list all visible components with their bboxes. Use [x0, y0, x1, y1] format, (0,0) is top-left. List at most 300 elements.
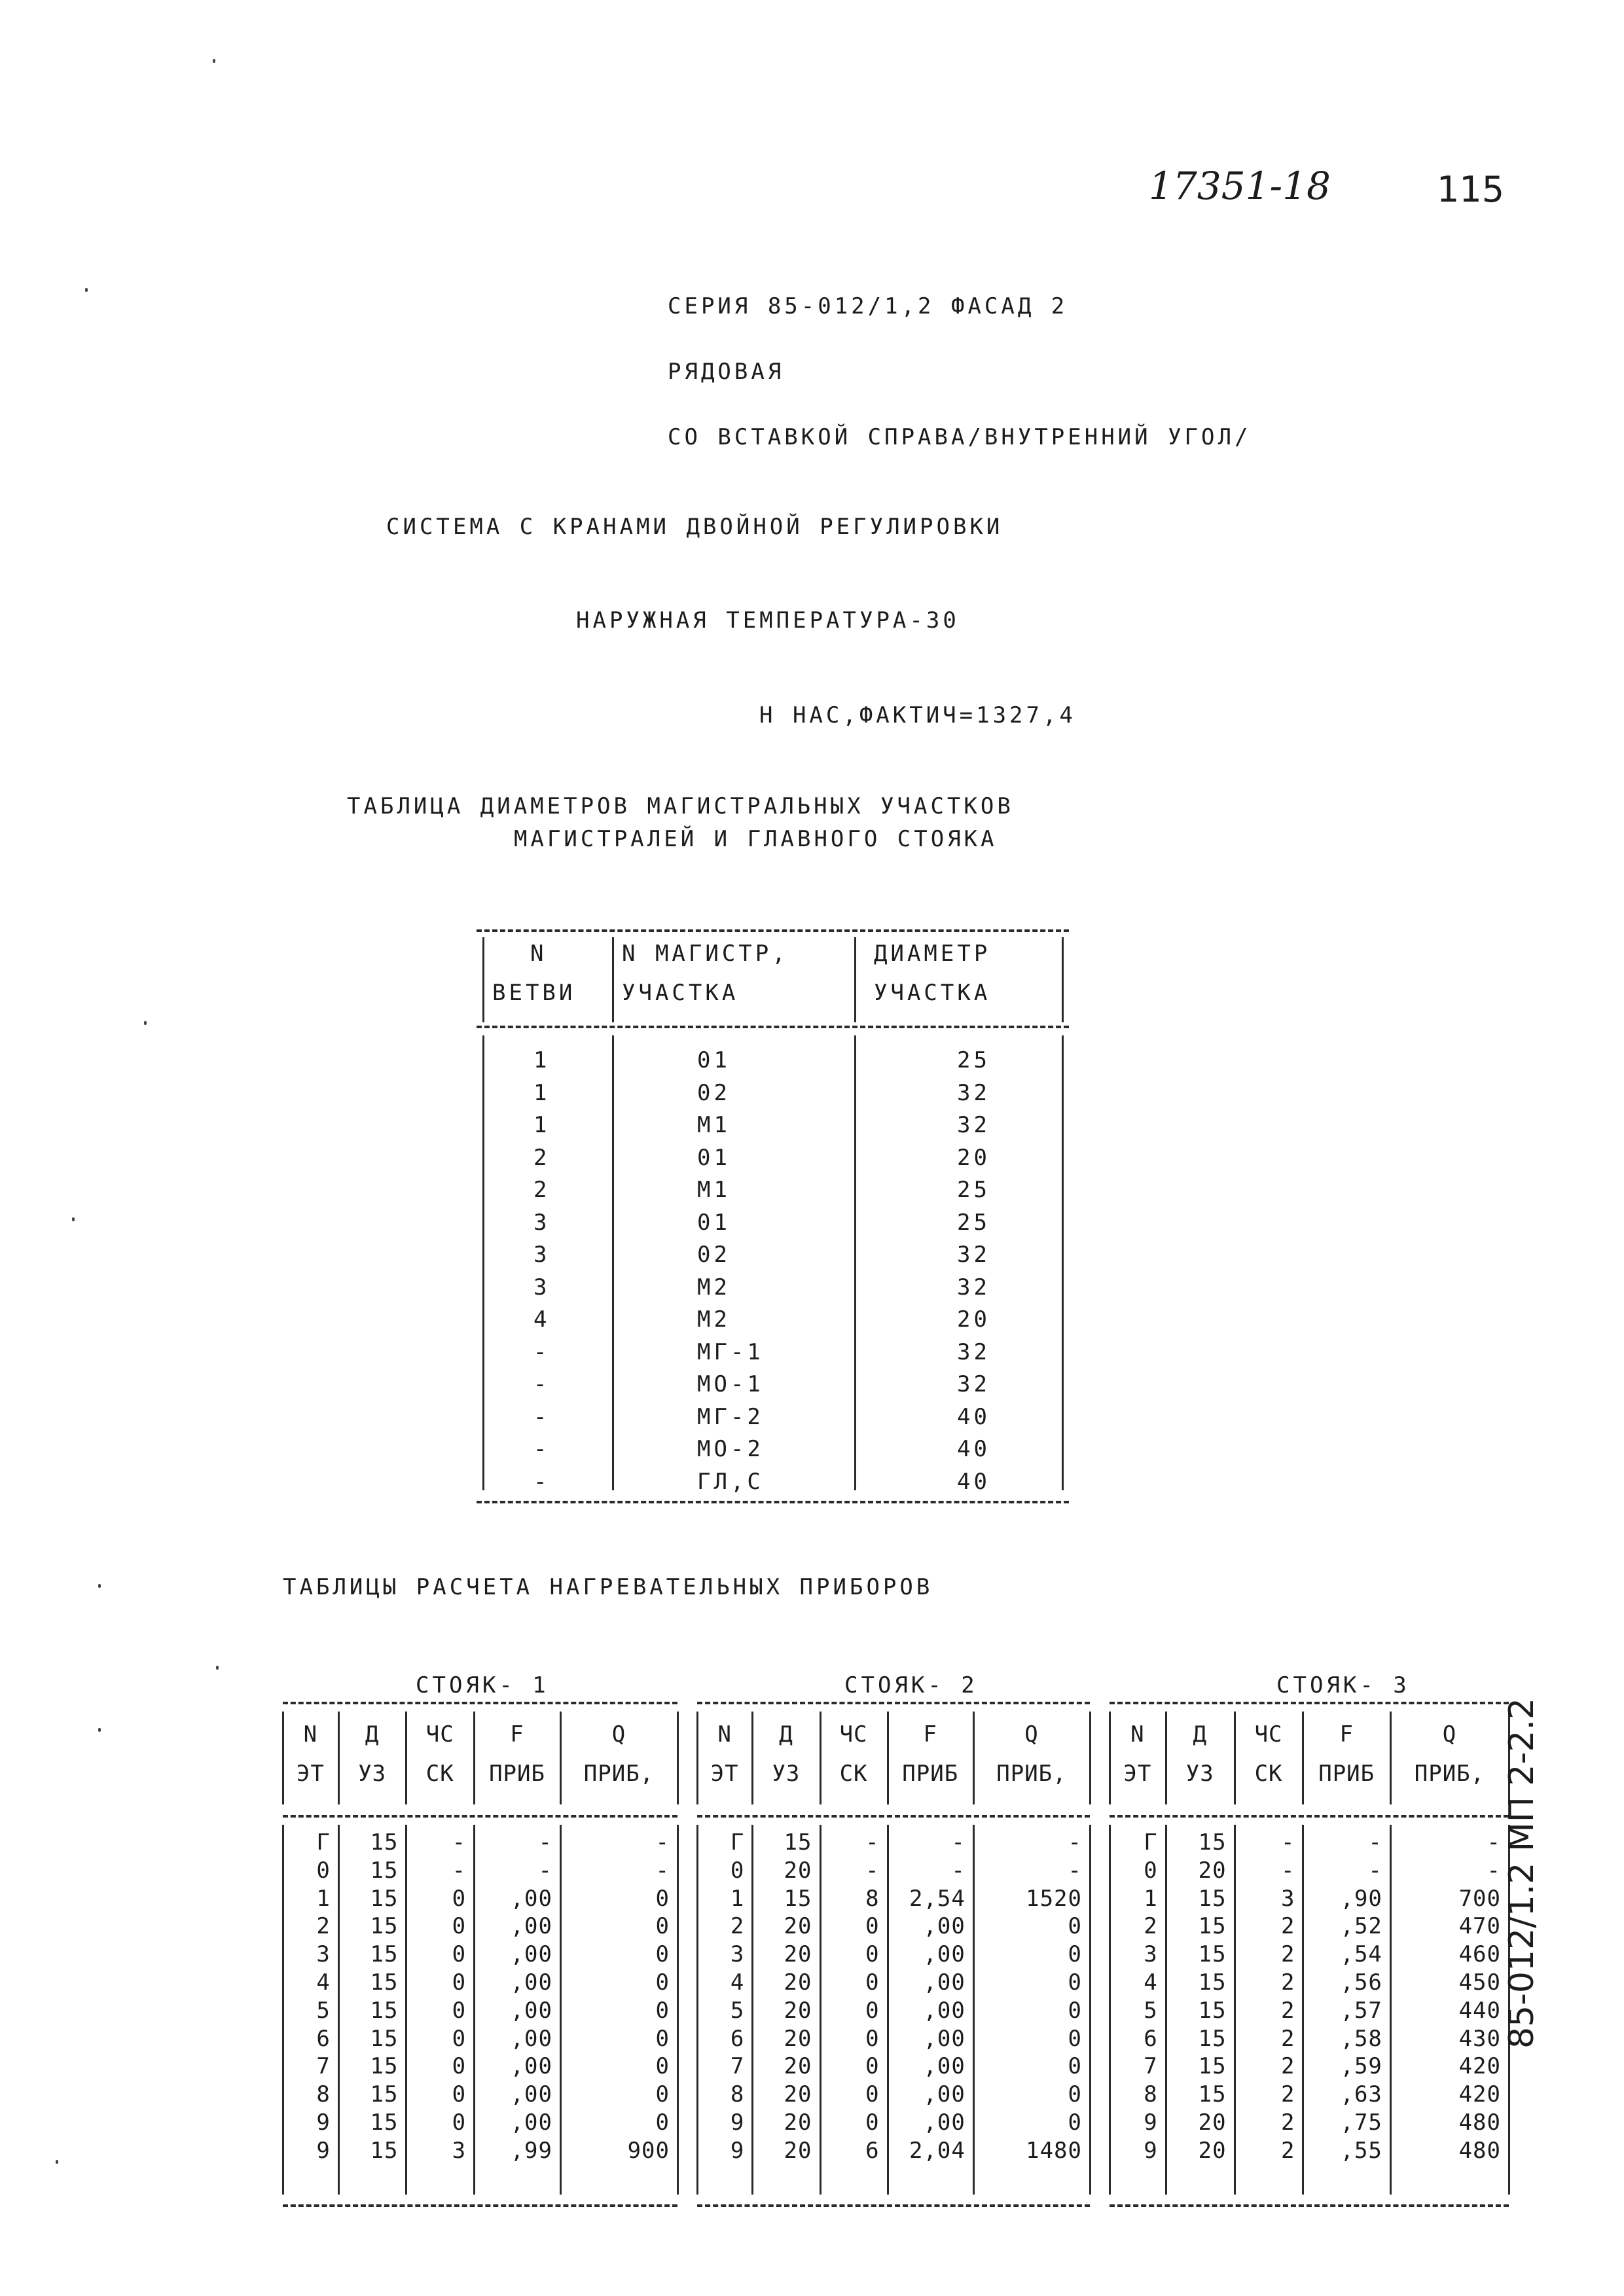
diameter-table-subtitle: МАГИСТРАЛЕЙ И ГЛАВНОГО СТОЯКА — [514, 826, 998, 852]
diameter-cell: 20 — [957, 1144, 990, 1171]
device-cell: 0 — [655, 2053, 670, 2080]
device-cell: ,00 — [923, 1997, 965, 2024]
device-cell: 0 — [1068, 1941, 1082, 1968]
table-rule — [697, 1815, 1090, 1818]
device-cell: ,90 — [1340, 1885, 1382, 1912]
device-cell: 7 — [316, 2053, 331, 2080]
column-divider — [887, 1712, 889, 1804]
table-rule — [283, 1702, 677, 1704]
diameter-cell: 40 — [957, 1468, 990, 1495]
column-divider — [560, 1712, 562, 1804]
column-divider — [282, 1825, 284, 2195]
diameter-cell: 40 — [957, 1436, 990, 1462]
device-cell: 0 — [1068, 1969, 1082, 1996]
column-divider — [751, 1712, 753, 1804]
device-cell: 15 — [1198, 1885, 1227, 1912]
document-number: 17351-18 — [1149, 164, 1331, 208]
device-cell: 20 — [784, 2025, 812, 2052]
riser-1-title: СТОЯК- 1 — [416, 1672, 549, 1698]
device-cell: ,00 — [510, 1997, 552, 2024]
device-cell: ,00 — [510, 1941, 552, 1968]
device-cell: 420 — [1458, 2053, 1501, 2080]
branch-cell: 4 — [533, 1306, 550, 1333]
device-cell: 3 — [1280, 1885, 1295, 1912]
device-header-cell: ЧС — [1254, 1721, 1283, 1748]
column-divider — [1390, 1825, 1392, 2195]
column-divider — [1109, 1712, 1111, 1804]
column-divider — [751, 1825, 753, 2195]
temperature-line: НАРУЖНАЯ ТЕМПЕРАТУРА-30 — [576, 607, 960, 634]
header-segment-1: N МАГИСТР, — [622, 941, 789, 967]
column-divider — [282, 1712, 284, 1804]
device-cell: 0 — [452, 1885, 467, 1912]
device-cell: 20 — [784, 1941, 812, 1968]
branch-cell: - — [533, 1403, 550, 1430]
branch-cell: - — [533, 1338, 550, 1365]
device-cell: 15 — [1198, 1941, 1227, 1968]
column-divider — [560, 1825, 562, 2195]
diameter-cell: 32 — [957, 1242, 990, 1268]
device-cell: Г — [1144, 1829, 1158, 1856]
device-cell: - — [538, 1857, 552, 1884]
scan-speck — [56, 2160, 58, 2164]
device-cell: 0 — [865, 1941, 880, 1968]
device-header-cell: ЧС — [425, 1721, 454, 1748]
segment-cell: МГ-2 — [697, 1403, 764, 1430]
device-header-cell: СК — [425, 1761, 454, 1787]
device-header-cell: ПРИБ, — [996, 1761, 1067, 1787]
device-cell: 2 — [1144, 1913, 1158, 1940]
device-cell: 0 — [865, 2109, 880, 2136]
device-cell: 2 — [1280, 2109, 1295, 2136]
column-divider — [338, 1712, 340, 1804]
table-rule — [697, 2204, 1090, 2207]
device-cell: ,55 — [1340, 2137, 1382, 2164]
segment-cell: МО-1 — [697, 1371, 764, 1397]
device-header-cell: Д — [779, 1721, 793, 1748]
segment-cell: ГЛ,С — [697, 1468, 764, 1495]
device-cell: 0 — [655, 1997, 670, 2024]
device-cell: 0 — [1068, 2109, 1082, 2136]
device-cell: 15 — [784, 1829, 812, 1856]
device-cell: 0 — [730, 1857, 745, 1884]
column-divider — [1062, 937, 1064, 1022]
segment-cell: 01 — [697, 1047, 731, 1073]
device-cell: 2 — [1280, 1997, 1295, 2024]
device-cell: 0 — [316, 1857, 331, 1884]
device-cell: - — [865, 1857, 880, 1884]
device-cell: 15 — [1198, 2053, 1227, 2080]
column-divider — [677, 1825, 679, 2195]
device-cell: 0 — [865, 2053, 880, 2080]
device-cell: 0 — [1068, 1913, 1082, 1940]
device-cell: 4 — [316, 1969, 331, 1996]
device-cell: 9 — [730, 2137, 745, 2164]
device-cell: ,99 — [510, 2137, 552, 2164]
device-cell: 0 — [452, 1997, 467, 2024]
branch-cell: 1 — [533, 1112, 550, 1138]
column-divider — [1165, 1712, 1167, 1804]
device-cell: 4 — [1144, 1969, 1158, 1996]
device-cell: 15 — [1198, 1969, 1227, 1996]
device-cell: 15 — [370, 1941, 399, 1968]
branch-cell: 3 — [533, 1274, 550, 1300]
header-diameter-2: УЧАСТКА — [874, 980, 991, 1006]
header-branch-1: N — [530, 941, 547, 967]
device-cell: 3 — [730, 1941, 745, 1968]
device-cell: ,57 — [1340, 1997, 1382, 2024]
diameter-table-title: ТАБЛИЦА ДИАМЕТРОВ МАГИСТРАЛЬНЫХ УЧАСТКОВ — [347, 793, 1014, 819]
device-header-cell: Q — [1442, 1721, 1457, 1748]
device-cell: 480 — [1458, 2137, 1501, 2164]
device-cell: - — [951, 1829, 965, 1856]
device-cell: 15 — [370, 1829, 399, 1856]
device-cell: 20 — [784, 2053, 812, 2080]
column-divider — [473, 1712, 475, 1804]
device-cell: 0 — [655, 2109, 670, 2136]
diameter-cell: 32 — [957, 1079, 990, 1106]
device-cell: ,00 — [923, 1969, 965, 1996]
column-divider — [482, 937, 484, 1022]
device-cell: ,75 — [1340, 2109, 1382, 2136]
segment-cell: 01 — [697, 1144, 731, 1171]
device-cell: 9 — [1144, 2109, 1158, 2136]
device-header-cell: ЭТ — [1123, 1761, 1152, 1787]
insert-line: СО ВСТАВКОЙ СПРАВА/ВНУТРЕННИЙ УГОЛ/ — [668, 424, 1252, 450]
device-cell: 15 — [370, 1885, 399, 1912]
device-cell: 3 — [1144, 1941, 1158, 1968]
device-cell: ,56 — [1340, 1969, 1382, 1996]
column-divider — [1302, 1712, 1304, 1804]
column-divider — [1234, 1825, 1236, 2195]
device-cell: 20 — [784, 1913, 812, 1940]
column-divider — [1089, 1825, 1091, 2195]
device-cell: 8 — [316, 2081, 331, 2108]
table-rule — [1110, 1815, 1509, 1818]
device-cell: ,00 — [510, 1885, 552, 1912]
device-cell: 3 — [316, 1941, 331, 1968]
diameter-cell: 20 — [957, 1306, 990, 1333]
device-cell: 8 — [1144, 2081, 1158, 2108]
device-cell: 0 — [655, 1913, 670, 1940]
device-cell: 0 — [452, 2081, 467, 2108]
device-cell: 15 — [1198, 2025, 1227, 2052]
device-cell: 460 — [1458, 1941, 1501, 1968]
diameter-cell: 32 — [957, 1274, 990, 1300]
device-header-cell: N — [717, 1721, 732, 1748]
device-cell: ,00 — [923, 2109, 965, 2136]
device-cell: 5 — [1144, 1997, 1158, 2024]
device-cell: - — [1487, 1829, 1501, 1856]
device-cell: 15 — [1198, 2081, 1227, 2108]
column-divider — [473, 1825, 475, 2195]
device-cell: 0 — [452, 2109, 467, 2136]
diameter-cell: 25 — [957, 1177, 990, 1203]
riser-2-title: СТОЯК- 2 — [844, 1672, 978, 1698]
table-rule — [477, 929, 1069, 932]
branch-cell: 3 — [533, 1242, 550, 1268]
device-cell: 0 — [655, 1941, 670, 1968]
segment-cell: 01 — [697, 1209, 731, 1236]
device-header-cell: ПРИБ, — [583, 1761, 655, 1787]
column-divider — [854, 937, 856, 1022]
device-cell: 15 — [370, 2053, 399, 2080]
device-cell: 700 — [1458, 1885, 1501, 1912]
device-cell: 0 — [865, 1997, 880, 2024]
branch-cell: 1 — [533, 1047, 550, 1073]
device-cell: - — [951, 1857, 965, 1884]
column-divider — [1302, 1825, 1304, 2195]
device-cell: 15 — [370, 2109, 399, 2136]
device-header-cell: УЗ — [772, 1761, 801, 1787]
diameter-cell: 32 — [957, 1371, 990, 1397]
device-cell: 20 — [784, 1997, 812, 2024]
device-cell: - — [655, 1829, 670, 1856]
device-cell: 4 — [730, 1969, 745, 1996]
device-cell: 8 — [730, 2081, 745, 2108]
column-divider — [973, 1712, 975, 1804]
device-cell: 15 — [370, 2081, 399, 2108]
device-cell: 20 — [784, 2137, 812, 2164]
device-cell: 0 — [1068, 2053, 1082, 2080]
device-cell: 20 — [1198, 2137, 1227, 2164]
device-cell: 0 — [1068, 2081, 1082, 2108]
device-cell: 15 — [1198, 1997, 1227, 2024]
device-header-cell: Д — [365, 1721, 380, 1748]
table-rule — [477, 1026, 1069, 1028]
branch-cell: 2 — [533, 1144, 550, 1171]
column-divider — [612, 937, 614, 1022]
device-cell: 20 — [784, 1969, 812, 1996]
riser-3-title: СТОЯК- 3 — [1276, 1672, 1410, 1698]
device-cell: 20 — [784, 2109, 812, 2136]
device-cell: 9 — [316, 2137, 331, 2164]
device-header-cell: ПРИБ — [902, 1761, 959, 1787]
device-cell: Г — [316, 1829, 331, 1856]
device-cell: ,00 — [510, 2025, 552, 2052]
device-cell: 0 — [452, 1969, 467, 1996]
device-header-cell: F — [510, 1721, 524, 1748]
device-header-cell: Q — [611, 1721, 626, 1748]
column-divider — [1109, 1825, 1111, 2195]
column-divider — [854, 1035, 856, 1490]
device-cell: 6 — [316, 2025, 331, 2052]
branch-cell: - — [533, 1436, 550, 1462]
column-divider — [696, 1825, 698, 2195]
scan-speck — [213, 59, 215, 63]
device-cell: 2,04 — [909, 2137, 965, 2164]
device-cell: 15 — [1198, 1913, 1227, 1940]
scan-speck — [98, 1728, 101, 1732]
column-divider — [1062, 1035, 1064, 1490]
device-cell: 1520 — [1026, 1885, 1082, 1912]
header-segment-2: УЧАСТКА — [622, 980, 739, 1006]
device-cell: 6 — [730, 2025, 745, 2052]
device-cell: ,00 — [923, 2053, 965, 2080]
column-divider — [696, 1712, 698, 1804]
device-cell: ,52 — [1340, 1913, 1382, 1940]
device-cell: 15 — [1198, 1829, 1227, 1856]
device-cell: 450 — [1458, 1969, 1501, 1996]
device-cell: 7 — [1144, 2053, 1158, 2080]
column-divider — [405, 1712, 407, 1804]
device-cell: 0 — [865, 2081, 880, 2108]
header-diameter-1: ДИАМЕТР — [874, 941, 991, 967]
device-cell: ,54 — [1340, 1941, 1382, 1968]
branch-cell: 3 — [533, 1209, 550, 1236]
column-divider — [405, 1825, 407, 2195]
device-cell: - — [1368, 1829, 1382, 1856]
device-header-cell: ПРИБ — [1318, 1761, 1375, 1787]
device-cell: - — [1487, 1857, 1501, 1884]
device-cell: 20 — [784, 2081, 812, 2108]
device-cell: 7 — [730, 2053, 745, 2080]
column-divider — [1165, 1825, 1167, 2195]
device-cell: ,00 — [510, 1969, 552, 1996]
device-cell: 2 — [1280, 1941, 1295, 1968]
diameter-cell: 32 — [957, 1338, 990, 1365]
scan-speck — [98, 1584, 101, 1588]
table-rule — [1110, 1702, 1509, 1704]
device-cell: - — [1280, 1829, 1295, 1856]
device-cell: 5 — [730, 1997, 745, 2024]
device-cell: 0 — [1068, 2025, 1082, 2052]
device-cell: - — [655, 1857, 670, 1884]
column-divider — [1234, 1712, 1236, 1804]
device-cell: ,00 — [923, 2081, 965, 2108]
device-cell: 3 — [452, 2137, 467, 2164]
side-stamp: 85-012/1.2 МП 2-2.2 — [1502, 1698, 1542, 2049]
device-cell: 6 — [1144, 2025, 1158, 2052]
diameter-cell: 25 — [957, 1047, 990, 1073]
device-cell: 2 — [1280, 2053, 1295, 2080]
table-rule — [697, 1702, 1090, 1704]
column-divider — [677, 1712, 679, 1804]
branch-cell: - — [533, 1468, 550, 1495]
device-cell: 0 — [865, 1969, 880, 1996]
device-header-cell: N — [1130, 1721, 1145, 1748]
device-cell: 2 — [1280, 2081, 1295, 2108]
device-cell: ,00 — [510, 2053, 552, 2080]
table-rule — [1110, 2204, 1509, 2207]
type-line: РЯДОВАЯ — [668, 359, 785, 385]
device-cell: Г — [730, 1829, 745, 1856]
device-cell: 2 — [1280, 2137, 1295, 2164]
branch-cell: 2 — [533, 1177, 550, 1203]
diameter-cell: 25 — [957, 1209, 990, 1236]
device-cell: 15 — [370, 1969, 399, 1996]
pressure-line: Н НАС,ФАКТИЧ=1327,4 — [759, 702, 1076, 728]
device-cell: 20 — [1198, 2109, 1227, 2136]
device-cell: 2 — [1280, 2025, 1295, 2052]
device-header-cell: ЭТ — [710, 1761, 739, 1787]
segment-cell: М2 — [697, 1306, 731, 1333]
device-cell: 0 — [1144, 1857, 1158, 1884]
device-cell: ,00 — [923, 1941, 965, 1968]
device-header-cell: УЗ — [1185, 1761, 1214, 1787]
device-cell: 15 — [370, 1913, 399, 1940]
device-cell: ,58 — [1340, 2025, 1382, 2052]
device-header-cell: УЗ — [358, 1761, 387, 1787]
device-cell: 9 — [316, 2109, 331, 2136]
column-divider — [612, 1035, 614, 1490]
device-header-cell: Q — [1024, 1721, 1039, 1748]
device-cell: 0 — [655, 1885, 670, 1912]
series-line: СЕРИЯ 85-012/1,2 ФАСАД 2 — [668, 293, 1068, 319]
device-cell: 20 — [784, 1857, 812, 1884]
device-cell: 1 — [1144, 1885, 1158, 1912]
device-cell: 6 — [865, 2137, 880, 2164]
device-cell: - — [452, 1857, 467, 1884]
column-divider — [482, 1035, 484, 1490]
device-cell: 1480 — [1026, 2137, 1082, 2164]
segment-cell: МО-2 — [697, 1436, 764, 1462]
device-cell: - — [1068, 1857, 1082, 1884]
device-cell: - — [538, 1829, 552, 1856]
device-cell: 0 — [655, 2081, 670, 2108]
device-cell: 2 — [1280, 1969, 1295, 1996]
device-cell: 0 — [865, 2025, 880, 2052]
device-header-cell: F — [923, 1721, 937, 1748]
device-cell: 15 — [784, 1885, 812, 1912]
device-cell: 5 — [316, 1997, 331, 2024]
device-cell: 20 — [1198, 1857, 1227, 1884]
device-cell: 1 — [316, 1885, 331, 1912]
device-cell: 2,54 — [909, 1885, 965, 1912]
device-cell: - — [1280, 1857, 1295, 1884]
device-header-cell: F — [1339, 1721, 1354, 1748]
column-divider — [887, 1825, 889, 2195]
device-header-cell: ПРИБ — [489, 1761, 545, 1787]
segment-cell: М1 — [697, 1112, 731, 1138]
device-header-cell: ЧС — [839, 1721, 868, 1748]
device-cell: 900 — [627, 2137, 670, 2164]
system-line: СИСТЕМА С КРАНАМИ ДВОЙНОЙ РЕГУЛИРОВКИ — [386, 514, 1003, 540]
column-divider — [820, 1825, 821, 2195]
device-cell: 15 — [370, 2025, 399, 2052]
table-rule — [283, 2204, 677, 2207]
device-cell: ,00 — [510, 2081, 552, 2108]
device-cell: 15 — [370, 1857, 399, 1884]
device-cell: 480 — [1458, 2109, 1501, 2136]
column-divider — [820, 1712, 821, 1804]
device-header-cell: N — [303, 1721, 318, 1748]
device-cell: - — [1368, 1857, 1382, 1884]
devices-section-title: ТАБЛИЦЫ РАСЧЕТА НАГРЕВАТЕЛЬНЫХ ПРИБОРОВ — [283, 1574, 933, 1600]
column-divider — [1390, 1712, 1392, 1804]
device-cell: 2 — [1280, 1913, 1295, 1940]
device-cell: 0 — [655, 2025, 670, 2052]
device-header-cell: ЭТ — [296, 1761, 325, 1787]
device-cell: 440 — [1458, 1997, 1501, 2024]
column-divider — [338, 1825, 340, 2195]
device-cell: 15 — [370, 1997, 399, 2024]
segment-cell: М2 — [697, 1274, 731, 1300]
page-number: 115 — [1437, 169, 1505, 210]
device-cell: 0 — [452, 2053, 467, 2080]
column-divider — [1089, 1712, 1091, 1804]
device-cell: 1 — [730, 1885, 745, 1912]
device-cell: 0 — [655, 1969, 670, 1996]
device-cell: ,00 — [510, 1913, 552, 1940]
branch-cell: - — [533, 1371, 550, 1397]
device-cell: 8 — [865, 1885, 880, 1912]
segment-cell: 02 — [697, 1242, 731, 1268]
diameter-cell: 40 — [957, 1403, 990, 1430]
segment-cell: МГ-1 — [697, 1338, 764, 1365]
device-cell: 2 — [316, 1913, 331, 1940]
device-cell: 9 — [1144, 2137, 1158, 2164]
